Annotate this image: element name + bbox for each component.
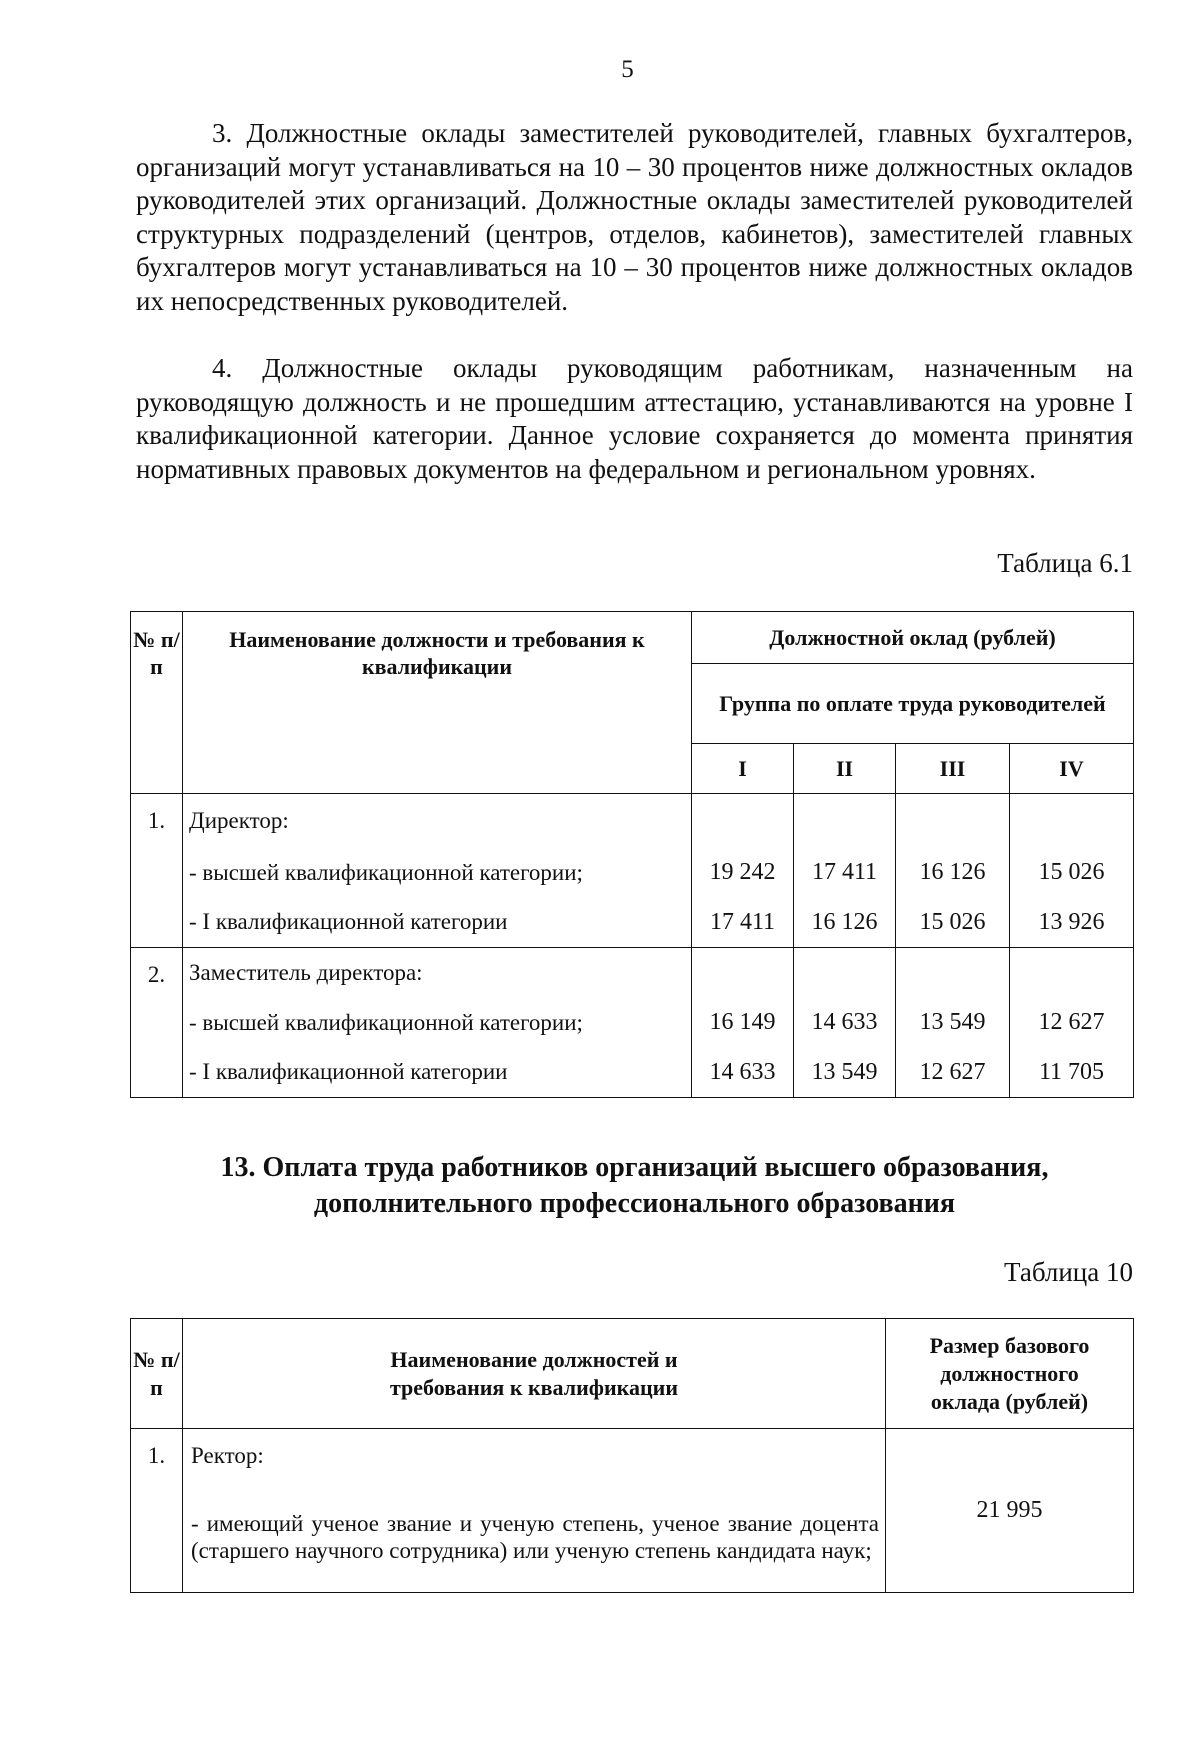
row-label: - I квалификационной категории xyxy=(183,898,692,948)
header-group: Группа по оплате труда руководителей xyxy=(692,664,1134,744)
t10-header-salary: Размер базового должностного оклада (рублей) xyxy=(886,1319,1134,1429)
cell-value: 21 995 xyxy=(886,1429,1134,1593)
row-title: Директор: xyxy=(183,794,692,848)
table-row xyxy=(131,1048,1134,1098)
table-10-caption: Таблица 10 xyxy=(1004,1257,1133,1287)
cell-value: 17 411 xyxy=(794,848,896,898)
paragraph-3: 3. Должностные оклады заместителей руководителей, главных бухгалтеров, организаций могут устанавливаться на 10 – 30 процентов ниже должностных окладов руководителей этих организаций. Должностные оклады заместителей руководителей структурных подразделений (центров, отделов, кабинетов), заместителей главных бухгалтеров могут устанавливаться на 10 – 30 процентов ниже должностных окладов их непосредственных руководителей. xyxy=(136,118,1133,316)
cell-value: 15 026 xyxy=(896,898,1010,948)
page-number: 5 xyxy=(621,56,634,83)
header-group-1: I xyxy=(692,744,794,794)
row-number: 1. xyxy=(131,1429,183,1593)
salary-table-6-1 xyxy=(130,611,1134,1098)
t10-header-position: Наименование должностей и требования к квалификации xyxy=(183,1319,886,1429)
t10-header-num: № п/п xyxy=(131,1319,183,1429)
cell-value: 16 149 xyxy=(692,998,794,1048)
table-row xyxy=(131,794,1134,848)
table-6-1-caption: Таблица 6.1 xyxy=(997,548,1133,578)
cell-value: 12 627 xyxy=(896,1048,1010,1098)
row-label: - I квалификационной категории xyxy=(183,1048,692,1098)
cell-value: 14 633 xyxy=(794,998,896,1048)
paragraph-4: 4. Должностные оклады руководящим работникам, назначенным на руководящую должность и не прошедшим аттестацию, устанавливаются на уровне I квалификационной категории. Данное условие сохраняется до момента принятия нормативных правовых документов на федеральном и региональном уровнях. xyxy=(136,353,1133,484)
cell-value: 16 126 xyxy=(896,848,1010,898)
cell-value: 15 026 xyxy=(1010,848,1134,898)
cell-value: 13 549 xyxy=(794,1048,896,1098)
cell-value: 13 549 xyxy=(896,998,1010,1048)
header-group-4: IV xyxy=(1010,744,1134,794)
salary-table-10 xyxy=(130,1318,1134,1593)
table-row xyxy=(131,998,1134,1048)
cell-value: 12 627 xyxy=(1010,998,1134,1048)
header-position: Наименование должности и требования к квалификации xyxy=(183,612,692,794)
cell-value: 11 705 xyxy=(1010,1048,1134,1098)
cell-value: 14 633 xyxy=(692,1048,794,1098)
section-heading: 13. Оплата труда работников организаций высшего образования, дополнительного профессионального образования xyxy=(220,1152,1049,1219)
row-label: - высшей квалификационной категории; xyxy=(183,848,692,898)
cell-value: 17 411 xyxy=(692,898,794,948)
table-row xyxy=(131,1429,1134,1483)
row-title: Ректор: xyxy=(183,1429,886,1483)
row-detail: - имеющий ученое звание и ученую степень, ученое звание доцента (старшего научного сотрудника) или ученую степень кандидата наук; xyxy=(183,1483,886,1593)
row-number: 1. xyxy=(131,794,183,948)
row-title: Заместитель директора: xyxy=(183,948,692,998)
header-num: № п/п xyxy=(131,612,183,794)
row-number: 2. xyxy=(131,948,183,1098)
header-salary: Должностной оклад (рублей) xyxy=(692,612,1134,664)
table-row xyxy=(131,948,1134,998)
cell-value: 13 926 xyxy=(1010,898,1134,948)
cell-value: 19 242 xyxy=(692,848,794,898)
header-group-3: III xyxy=(896,744,1010,794)
table-row xyxy=(131,848,1134,898)
cell-value: 16 126 xyxy=(794,898,896,948)
table-row xyxy=(131,898,1134,948)
header-group-2: II xyxy=(794,744,896,794)
row-label: - высшей квалификационной категории; xyxy=(183,998,692,1048)
